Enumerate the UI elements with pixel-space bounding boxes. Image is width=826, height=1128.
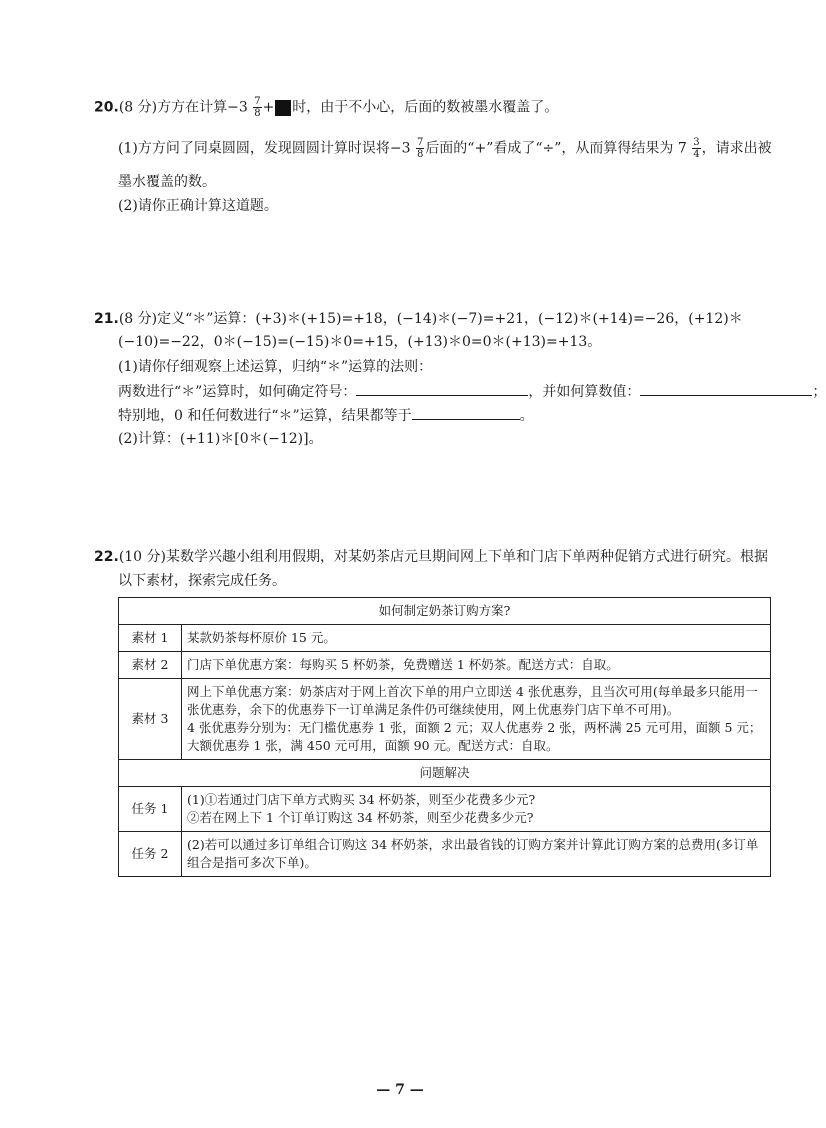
table-title: 如何制定奶茶订购方案? [119, 598, 771, 625]
q20-p1-a: (1)方方问了同桌圆圆，发现圆圆计算时误将 [118, 140, 390, 157]
material-3-text-2: 4 张优惠券分别为：无门槛优惠券 1 张，面额 2 元；双人优惠券 2 张，两杯满 25 元可用，面额 5 元；大额优惠券 1 张，满 450 元可用，面额 90 元。配送方式：自取。 [187, 720, 762, 753]
q20-fraction-denominator: 8 [254, 108, 261, 119]
task-1-label: 任务 1 [119, 787, 182, 832]
q22-line1-text: 某数学兴趣小组利用假期，对某奶茶店元旦期间网上下单和门店下单两种促销方式进行研究。根据 [166, 549, 769, 565]
table-row [119, 787, 771, 832]
q20-stem-b: 时，由于不小心，后面的数被墨水覆盖了。 [292, 99, 559, 116]
q20-part1 [118, 137, 772, 160]
q20-fraction [253, 96, 261, 119]
material-1-text: 某款奶茶每杯原价 15 元。 [182, 625, 771, 652]
materials-table [118, 597, 771, 877]
q21-p1-e: 。 [519, 408, 534, 424]
material-1-label: 素材 1 [119, 625, 182, 652]
q20-fraction-numerator: 7 [254, 96, 261, 107]
task-1-text-2: ②若在网上下 1 个订单订购这 34 杯奶茶，则至少花费多少元? [187, 810, 534, 825]
table-row [119, 832, 771, 877]
q20-p1-whole: −3 [389, 140, 411, 157]
q21-score: (8 分) [118, 311, 158, 327]
task-1-cell [182, 787, 771, 832]
q20-score: (8 分) [118, 99, 158, 116]
task-2-label: 任务 2 [119, 832, 182, 877]
q21-part1: (1)请你仔细观察上述运算，归纳“＊”运算的法则： [118, 359, 433, 375]
q20-stem-a: 方方在计算 [157, 99, 228, 116]
table-row [119, 760, 771, 787]
q21-number: 21. [94, 311, 119, 327]
q20-p1-d: 墨水覆盖的数。 [118, 174, 216, 190]
q22-line1 [94, 547, 768, 567]
table-row [119, 679, 771, 760]
q21-part1-zero [118, 405, 534, 426]
q21-p1-a: 两数进行“＊”运算时，如何确定符号： [118, 384, 357, 400]
q20-p1-fraction [416, 137, 424, 160]
q20-plus: + [262, 99, 275, 116]
q21-p1-c: ； [812, 384, 826, 400]
task-2-text: (2)若可以通过多订单组合订购这 34 杯奶茶，求出最省钱的订购方案并计算此订购方案的总费用(多订单组合是指可多次下单)。 [182, 832, 771, 877]
task-1-text-1: (1)①若通过门店下单方式购买 34 杯奶茶，则至少花费多少元? [187, 792, 536, 807]
material-2-text: 门店下单优惠方案：每购买 5 杯奶茶，免费赠送 1 杯奶茶。配送方式：自取。 [182, 652, 771, 679]
q20-number: 20. [94, 99, 119, 116]
q20-p1-fraction-numerator: 7 [416, 137, 424, 148]
material-2-label: 素材 2 [119, 652, 182, 679]
value-rule-blank[interactable] [640, 381, 812, 396]
table-row [119, 652, 771, 679]
q20-p1-result-denominator: 4 [693, 149, 700, 160]
q20-p1-c: ，请求出被 [701, 140, 772, 157]
q20-p1-result-numerator: 3 [693, 137, 700, 148]
ink-blot-icon [275, 100, 291, 116]
q20-whole: −3 [227, 99, 248, 116]
q20-p1-b: 后面的“+”看成了“÷”，从而算得结果为 7 [425, 140, 687, 157]
sign-rule-blank[interactable] [356, 381, 528, 396]
q21-line1-text: 定义“＊”运算：(+3)＊(+15)=+18，(−14)＊(−7)=+21，(−12)＊(+14)=−26，(+12)＊ [157, 311, 743, 327]
q21-line2: (−10)=−22，0＊(−15)=(−15)＊0=+15，(+13)＊0=0＊(+13)=+13。 [118, 334, 602, 350]
q22-line2: 以下素材，探索完成任务。 [118, 573, 286, 589]
q21-line1 [94, 309, 743, 329]
page-number: — 7 — [376, 1082, 424, 1098]
table-row [119, 625, 771, 652]
zero-rule-blank[interactable] [412, 405, 520, 420]
q20-part2: (2)请你正确计算这道题。 [118, 198, 278, 214]
material-3-label: 素材 3 [119, 679, 182, 760]
material-3-text-1: 网上下单优惠方案：奶茶店对于网上首次下单的用户立即送 4 张优惠券，且当次可用(每单最多只能用一张优惠券，余下的优惠券下一订单满足条件仍可继续使用，网上优惠券门店下单不可用)。 [187, 684, 758, 717]
q20-p1-fraction-denominator: 8 [416, 149, 424, 160]
q21-part2: (2)计算：(+11)＊[0＊(−12)]。 [118, 431, 323, 447]
q20-stem [94, 96, 558, 119]
q22-score: (10 分) [118, 549, 167, 565]
q21-p1-b: ，并如何算数值： [528, 384, 641, 400]
material-3-cell [182, 679, 771, 760]
q21-p1-d: 特别地，0 和任何数进行“＊”运算，结果都等于 [118, 408, 412, 424]
table-row [119, 598, 771, 625]
q20-p1-result-fraction [692, 137, 700, 160]
q22-number: 22. [94, 549, 119, 565]
q21-part1-rule [118, 381, 826, 402]
section-title: 问题解决 [119, 760, 771, 787]
